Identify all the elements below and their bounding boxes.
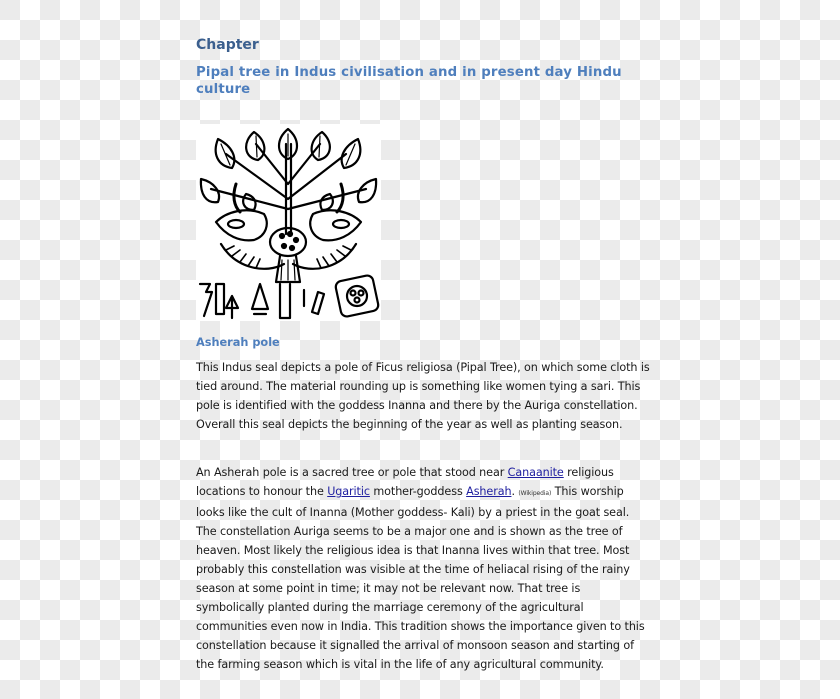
text: religious locations to honour the bbox=[196, 466, 614, 499]
page-title: Pipal tree in Indus civilisation and in present day Hindu culture bbox=[196, 65, 622, 97]
paragraph-seal-description: This Indus seal depicts a pole of Ficus religiosa (Pipal Tree), on which some cloth is tied around. The material rounding up is something like women tying a sari. This pole is identified with the goddess Inanna and there by the Auriga constellation. Overall this seal depicts the beginning of the year as well as planting season. bbox=[196, 361, 650, 432]
indus-seal-image bbox=[196, 124, 381, 321]
text: This worship looks like the cult of Inanna (Mother goddess- Kali) by a priest in the goat seal. The constellation Auriga seems to be a major one and is shown as the tree of heaven. Most likely the religious idea is that Inanna lives within that tree. Most probably this constellation was visible at the time of heliacal rising of the rainy season at some point in time; it may not be relevant now. That tree is symbolically planted during the marriage ceremony of the agricultural communities even now in India. This tradition shows the importance given to this constellation because it signalled the arrival of monsoon season and starting of the farming season which is vital in the life of any agricultural community. bbox=[196, 485, 645, 672]
link-asherah[interactable]: Asherah bbox=[466, 485, 512, 499]
text: . bbox=[511, 485, 519, 499]
text: mother-goddess bbox=[369, 485, 467, 499]
citation: (Wikipedia) bbox=[518, 490, 552, 498]
chapter-label: Chapter bbox=[196, 37, 259, 53]
link-canaanite[interactable]: Canaanite bbox=[507, 466, 564, 480]
text: An Asherah pole is a sacred tree or pole that stood near bbox=[196, 466, 508, 480]
link-ugaritic[interactable]: Ugaritic bbox=[327, 485, 370, 499]
paragraph-asherah bbox=[196, 463, 651, 674]
section-heading: Asherah pole bbox=[196, 336, 280, 349]
